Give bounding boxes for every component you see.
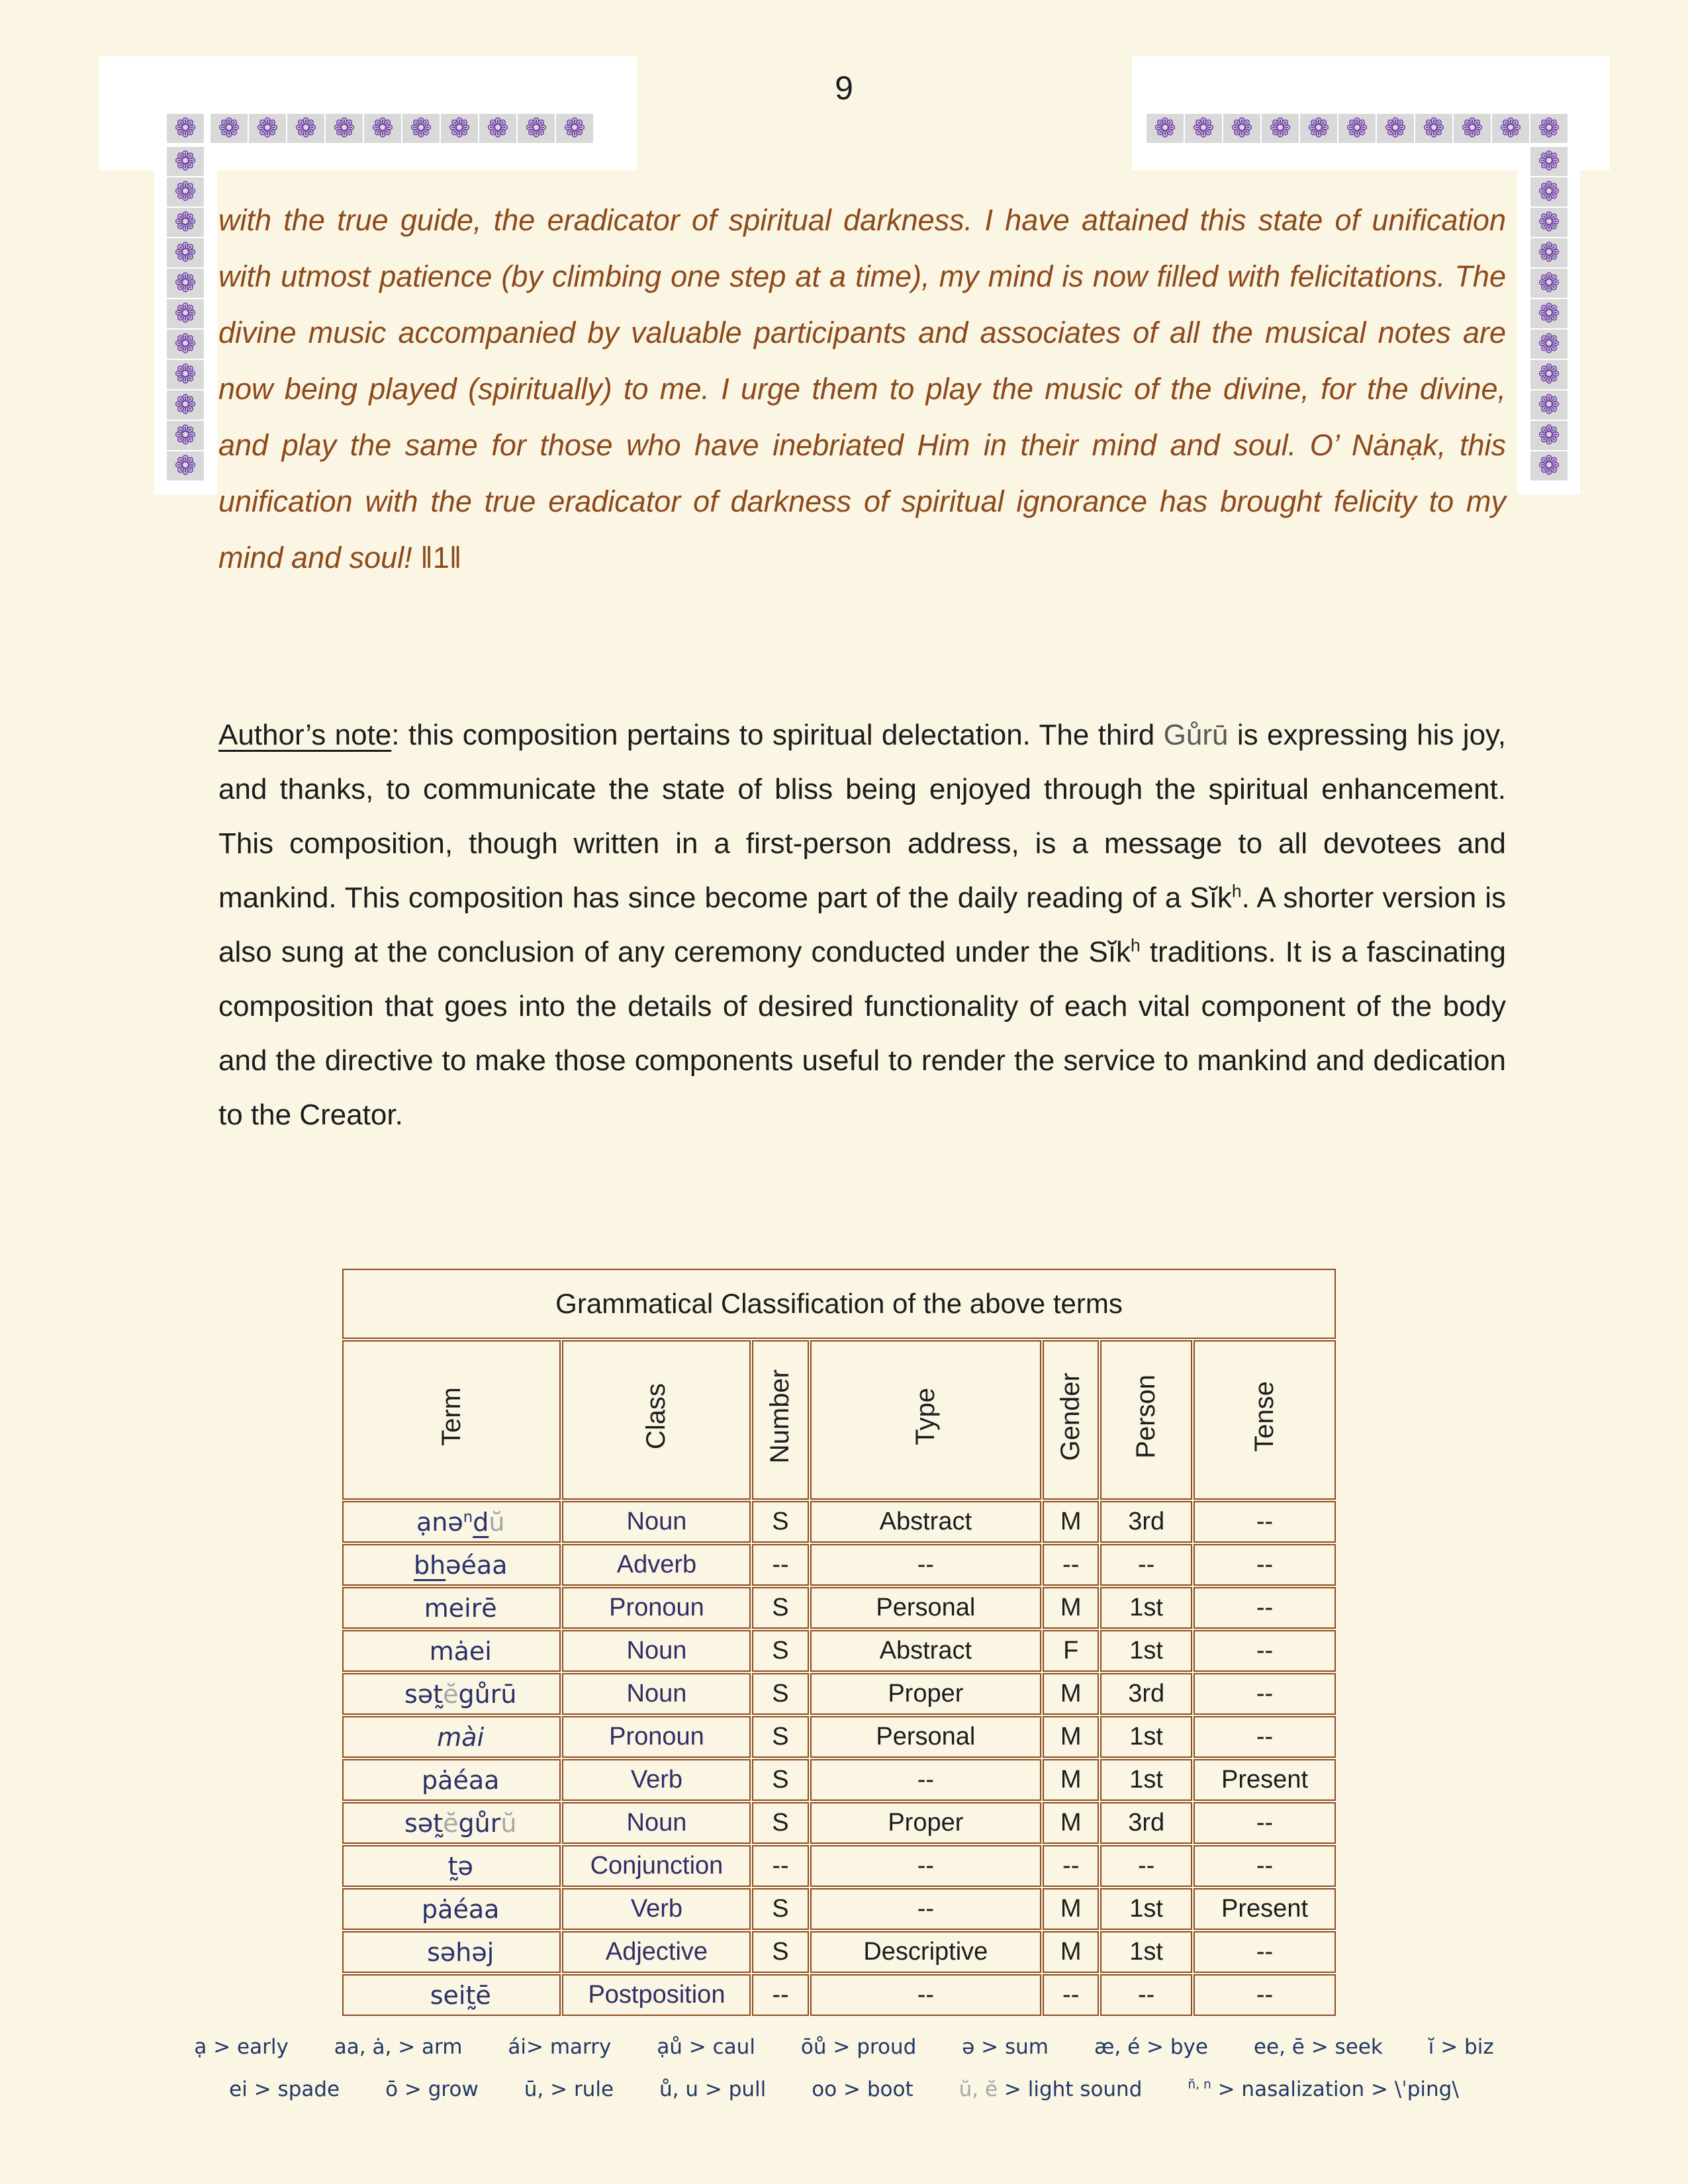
pronunciation-key xyxy=(0,2035,1688,2120)
gender-cell: M xyxy=(1043,1931,1099,1973)
tense-cell: -- xyxy=(1194,1673,1336,1715)
person-cell: -- xyxy=(1100,1974,1192,2016)
column-header-label: Class xyxy=(641,1383,671,1450)
text-segment: Gůrū xyxy=(1163,719,1229,751)
column-header-person xyxy=(1100,1340,1192,1500)
class-cell: Pronoun xyxy=(562,1716,751,1758)
table-row xyxy=(342,1501,1336,1543)
term-cell xyxy=(342,1630,561,1672)
flower-icon: ❁ xyxy=(1530,390,1568,420)
number-cell: S xyxy=(752,1716,808,1758)
flower-icon: ❁ xyxy=(167,208,204,237)
type-cell: -- xyxy=(810,1888,1042,1930)
tense-cell: -- xyxy=(1194,1630,1336,1672)
table-row xyxy=(342,1888,1336,1930)
text-segment: > light sound xyxy=(998,2077,1188,2101)
gender-cell: -- xyxy=(1043,1544,1099,1586)
person-cell: 1st xyxy=(1100,1888,1192,1930)
tense-cell: Present xyxy=(1194,1888,1336,1930)
flower-icon: ❁ xyxy=(1415,114,1452,143)
number-cell: -- xyxy=(752,1845,808,1887)
text-segment: is expressing his joy, and thanks, to communicate the state of bliss being enjoyed through the spiritual enhancement. This composition, though written in a first-person address, is a message to all devotees and mankind. This composition has since become part of the daily reading of a xyxy=(218,719,1506,914)
person-cell: 1st xyxy=(1100,1931,1192,1973)
flower-icon: ❁ xyxy=(167,177,204,206)
tense-cell: -- xyxy=(1194,1544,1336,1586)
gender-cell: F xyxy=(1043,1630,1099,1672)
flower-icon: ❁ xyxy=(1377,114,1414,143)
tense-cell: Present xyxy=(1194,1759,1336,1801)
text-segment: seit̰ē xyxy=(430,1980,491,2010)
flower-icon: ❁ xyxy=(1530,360,1568,389)
class-cell: Noun xyxy=(562,1630,751,1672)
table-row xyxy=(342,1587,1336,1629)
text-segment: Sĭk xyxy=(1088,936,1131,968)
class-cell: Verb xyxy=(562,1759,751,1801)
translation-paragraph xyxy=(218,192,1506,586)
tense-cell: -- xyxy=(1194,1931,1336,1973)
gender-cell: M xyxy=(1043,1673,1099,1715)
table-row xyxy=(342,1716,1336,1758)
person-cell: 1st xyxy=(1100,1587,1192,1629)
number-cell: S xyxy=(752,1501,808,1543)
flower-icon: ❁ xyxy=(1530,421,1568,450)
text-segment: with the true guide, the eradicator of spiritual darkness. I have attained this state of unification with utmost patience (by climbing one step at a time), my mind is now filled with felicitations. The divine music accompanied by valuable participants and associates of all the musical notes are now being played (spiritually) to me. I urge them to play the music of the divine, for the divine, and play the same for those who have inebriated Him in their mind and soul. O’ Nȧnạk, this unification with the true eradicator of darkness of spiritual ignorance has brought felicity to my mind and soul! xyxy=(218,203,1506,574)
column-header-gender xyxy=(1043,1340,1099,1500)
number-cell: -- xyxy=(752,1544,808,1586)
flower-icon: ❁ xyxy=(441,114,478,143)
text-segment: n xyxy=(463,1508,473,1525)
flower-icon: ❁ xyxy=(167,147,204,176)
flower-icon: ❁ xyxy=(167,299,204,328)
flower-icon: ❁ xyxy=(167,114,204,143)
table-header-row xyxy=(342,1340,1336,1500)
text-segment: n̆, n xyxy=(1188,2077,1211,2092)
type-cell: Proper xyxy=(810,1673,1042,1715)
flower-icon: ❁ xyxy=(167,360,204,389)
gender-cell: -- xyxy=(1043,1974,1099,2016)
text-segment: pȧéaa xyxy=(422,1894,500,1924)
column-header-number xyxy=(752,1340,808,1500)
flower-icon: ❁ xyxy=(518,114,555,143)
term-cell xyxy=(342,1759,561,1801)
table-row xyxy=(342,1802,1336,1844)
person-cell: 1st xyxy=(1100,1759,1192,1801)
text-segment: sət̰ xyxy=(404,1808,444,1838)
text-segment: h xyxy=(1131,935,1141,956)
text-segment: Author’s note xyxy=(218,719,392,751)
flower-icon: ❁ xyxy=(1300,114,1337,143)
term-cell xyxy=(342,1888,561,1930)
table-row xyxy=(342,1544,1336,1586)
number-cell: S xyxy=(752,1673,808,1715)
column-header-label: Term xyxy=(436,1387,466,1446)
tense-cell: -- xyxy=(1194,1802,1336,1844)
term-cell xyxy=(342,1845,561,1887)
class-cell: Pronoun xyxy=(562,1587,751,1629)
authors-note-paragraph xyxy=(218,708,1506,1142)
flower-icon: ❁ xyxy=(402,114,440,143)
tense-cell: -- xyxy=(1194,1716,1336,1758)
class-cell: Verb xyxy=(562,1888,751,1930)
flower-icon: ❁ xyxy=(167,238,204,267)
type-cell: -- xyxy=(810,1845,1042,1887)
text-segment: d xyxy=(473,1507,489,1537)
tense-cell: -- xyxy=(1194,1587,1336,1629)
class-cell: Noun xyxy=(562,1501,751,1543)
flower-icon: ❁ xyxy=(1262,114,1299,143)
type-cell: Abstract xyxy=(810,1501,1042,1543)
type-cell: Abstract xyxy=(810,1630,1042,1672)
number-cell: S xyxy=(752,1759,808,1801)
class-cell: Adjective xyxy=(562,1931,751,1973)
flower-border-left xyxy=(167,147,204,480)
text-segment: sət̰ xyxy=(404,1679,444,1709)
column-header-label: Type xyxy=(910,1388,940,1445)
class-cell: Noun xyxy=(562,1673,751,1715)
table-row xyxy=(342,1759,1336,1801)
text-segment: h xyxy=(1231,881,1242,901)
gender-cell: M xyxy=(1043,1587,1099,1629)
table-row xyxy=(342,1845,1336,1887)
flower-icon: ❁ xyxy=(1530,451,1568,480)
classification-table xyxy=(341,1267,1337,2017)
flower-icon: ❁ xyxy=(167,269,204,298)
text-segment: ŭ xyxy=(489,1507,505,1537)
text-segment: . A shorter version is also sung at the conclusion of any ceremony conducted under the xyxy=(218,882,1506,968)
class-cell: Noun xyxy=(562,1802,751,1844)
number-cell: S xyxy=(752,1802,808,1844)
text-segment: əéaa xyxy=(445,1550,508,1580)
flower-icon: ❁ xyxy=(556,114,593,143)
term-cell xyxy=(342,1716,561,1758)
term-cell xyxy=(342,1587,561,1629)
type-cell: -- xyxy=(810,1974,1042,2016)
flower-border-right xyxy=(1530,147,1568,480)
person-cell: -- xyxy=(1100,1845,1192,1887)
text-segment: traditions. It is a fascinating composition that goes into the details of desired functionality of each vital component of the body and the directive to make those components useful to render the service to mankind and dedication to the Creator. xyxy=(218,936,1506,1131)
flower-icon: ❁ xyxy=(326,114,363,143)
number-cell: S xyxy=(752,1888,808,1930)
text-segment: mài xyxy=(437,1722,485,1752)
gender-cell: -- xyxy=(1043,1845,1099,1887)
flower-border-top-right xyxy=(1147,114,1529,143)
term-cell xyxy=(342,1802,561,1844)
term-cell xyxy=(342,1501,561,1543)
flower-icon: ❁ xyxy=(1185,114,1222,143)
text-segment: ŭ, ĕ xyxy=(959,2077,998,2101)
flower-icon: ❁ xyxy=(1454,114,1491,143)
term-cell xyxy=(342,1931,561,1973)
column-header-label: Tense xyxy=(1250,1381,1280,1452)
term-cell xyxy=(342,1974,561,2016)
term-cell xyxy=(342,1673,561,1715)
flower-icon: ❁ xyxy=(1530,114,1568,143)
flower-border-top-left xyxy=(211,114,593,143)
flower-icon: ❁ xyxy=(1530,147,1568,176)
flower-icon: ❁ xyxy=(479,114,516,143)
table-row xyxy=(342,1630,1336,1672)
person-cell: 3rd xyxy=(1100,1802,1192,1844)
flower-icon: ❁ xyxy=(1492,114,1529,143)
tense-cell: -- xyxy=(1194,1974,1336,2016)
flower-icon: ❁ xyxy=(1338,114,1376,143)
flower-icon: ❁ xyxy=(249,114,286,143)
flower-icon: ❁ xyxy=(167,390,204,420)
text-segment: Sĭk xyxy=(1190,882,1232,914)
flower-icon: ❁ xyxy=(167,451,204,480)
number-cell: S xyxy=(752,1587,808,1629)
flower-icon: ❁ xyxy=(211,114,248,143)
text-segment: gůrū xyxy=(458,1679,517,1709)
text-segment: ĕ xyxy=(443,1808,459,1838)
pronunciation-line-2 xyxy=(0,2077,1688,2101)
number-cell: S xyxy=(752,1931,808,1973)
column-header-term xyxy=(342,1340,561,1500)
person-cell: -- xyxy=(1100,1544,1192,1586)
table-title: Grammatical Classification of the above terms xyxy=(342,1269,1336,1339)
text-segment: pȧéaa xyxy=(422,1765,500,1795)
class-cell: Conjunction xyxy=(562,1845,751,1887)
text-segment: > nasalization > \ˈping\ xyxy=(1211,2077,1459,2101)
classification-table-body xyxy=(342,1501,1336,2016)
type-cell: -- xyxy=(810,1759,1042,1801)
gender-cell: M xyxy=(1043,1716,1099,1758)
pronunciation-line-1 xyxy=(0,2035,1688,2059)
flower-icon: ❁ xyxy=(1530,177,1568,206)
text-segment: ạnə xyxy=(416,1507,463,1537)
type-cell: Descriptive xyxy=(810,1931,1042,1973)
flower-icon: ❁ xyxy=(1530,208,1568,237)
text-segment: səhəj xyxy=(427,1937,494,1967)
flower-icon: ❁ xyxy=(1530,238,1568,267)
number-cell: S xyxy=(752,1630,808,1672)
text-segment: ạ > early aa, ȧ, > arm ái> marry ạů > caul ōů > proud ə > sum æ, é > bye ee, ē > seek ĭ > biz xyxy=(194,2035,1494,2059)
flower-icon: ❁ xyxy=(1147,114,1184,143)
flower-icon: ❁ xyxy=(287,114,324,143)
column-header-class xyxy=(562,1340,751,1500)
text-segment: meirē xyxy=(424,1593,497,1623)
text-segment: ǁ1ǁ xyxy=(420,541,462,574)
gender-cell: M xyxy=(1043,1501,1099,1543)
column-header-label: Person xyxy=(1131,1375,1161,1459)
flower-icon: ❁ xyxy=(1530,330,1568,359)
table-title-row xyxy=(342,1269,1336,1339)
class-cell: Adverb xyxy=(562,1544,751,1586)
flower-icon: ❁ xyxy=(1530,299,1568,328)
column-header-tense xyxy=(1194,1340,1336,1500)
text-segment: ĕ xyxy=(443,1679,459,1709)
text-segment: ei > spade ō > grow ū, > rule ů, u > pull oo > boot xyxy=(229,2077,959,2101)
flower-icon: ❁ xyxy=(167,330,204,359)
page-number: 9 xyxy=(835,69,853,107)
term-cell xyxy=(342,1544,561,1586)
gender-cell: M xyxy=(1043,1759,1099,1801)
text-segment: ŭ xyxy=(500,1808,517,1838)
tense-cell: -- xyxy=(1194,1501,1336,1543)
gender-cell: M xyxy=(1043,1802,1099,1844)
flower-icon: ❁ xyxy=(1223,114,1260,143)
gender-cell: M xyxy=(1043,1888,1099,1930)
text-segment: gůr xyxy=(458,1808,501,1838)
column-header-label: Number xyxy=(765,1369,795,1464)
type-cell: -- xyxy=(810,1544,1042,1586)
table-row xyxy=(342,1673,1336,1715)
type-cell: Proper xyxy=(810,1802,1042,1844)
tense-cell: -- xyxy=(1194,1845,1336,1887)
number-cell: -- xyxy=(752,1974,808,2016)
class-cell: Postposition xyxy=(562,1974,751,2016)
text-segment: mȧei xyxy=(429,1636,492,1666)
flower-icon: ❁ xyxy=(1530,269,1568,298)
type-cell: Personal xyxy=(810,1716,1042,1758)
table-row xyxy=(342,1974,1336,2016)
flower-icon: ❁ xyxy=(167,421,204,450)
text-segment: : this composition pertains to spiritual delectation. The third xyxy=(391,719,1164,751)
type-cell: Personal xyxy=(810,1587,1042,1629)
table-row xyxy=(342,1931,1336,1973)
text-segment: t̰ə xyxy=(447,1851,473,1881)
column-header-label: Gender xyxy=(1056,1372,1086,1461)
person-cell: 3rd xyxy=(1100,1501,1192,1543)
text-segment: bh xyxy=(413,1550,446,1580)
column-header-type xyxy=(810,1340,1042,1500)
person-cell: 3rd xyxy=(1100,1673,1192,1715)
person-cell: 1st xyxy=(1100,1716,1192,1758)
flower-icon: ❁ xyxy=(364,114,401,143)
person-cell: 1st xyxy=(1100,1630,1192,1672)
